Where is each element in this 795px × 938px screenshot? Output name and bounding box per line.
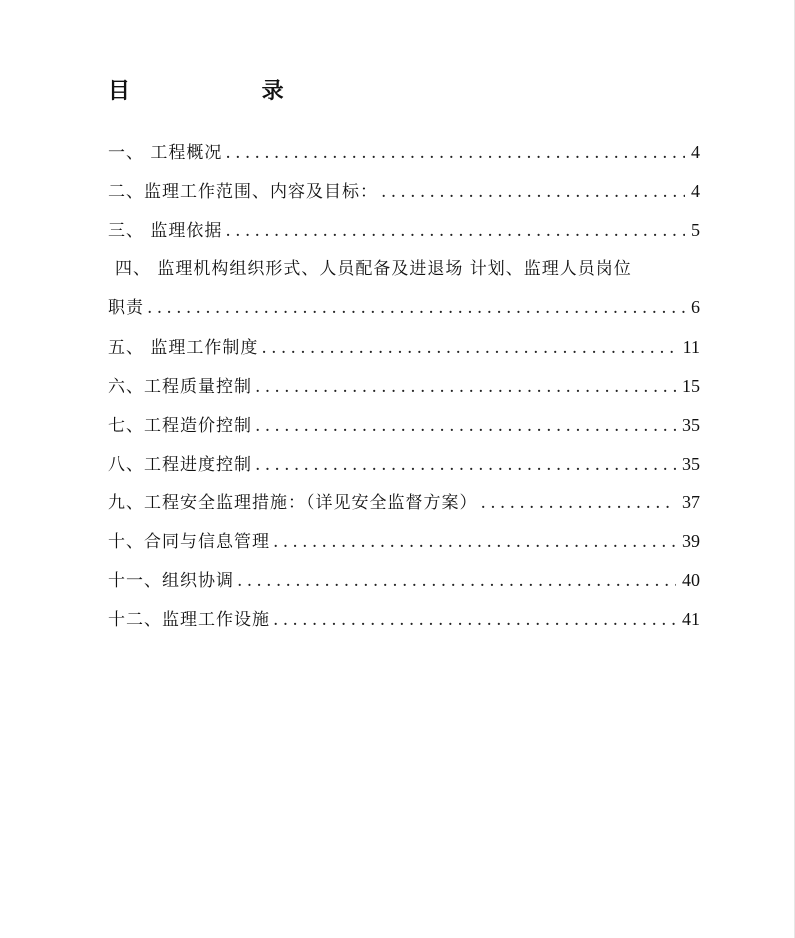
dot-leader	[255, 374, 676, 400]
dot-leader	[261, 335, 676, 361]
toc-entry-label: 八、工程进度控制	[108, 455, 252, 475]
toc-entry-page: 5	[691, 220, 700, 240]
toc-entry-label: 三、 监理依据	[108, 221, 223, 241]
toc-entry-label: 二、监理工作范围、内容及目标：	[108, 182, 378, 202]
toc-entry-label: 九、工程安全监理措施：（详见安全监督方案）	[108, 493, 478, 513]
toc-entry-page: 11	[682, 337, 700, 357]
dot-leader	[237, 568, 676, 594]
dot-leader	[225, 140, 685, 166]
toc-entry-page: 4	[691, 142, 700, 162]
dot-leader	[255, 413, 676, 439]
toc-entry[interactable]	[108, 567, 700, 593]
dot-leader	[381, 179, 685, 205]
toc-entry-label: 十一、组织协调	[108, 571, 234, 591]
toc-entry-page: 37	[682, 492, 700, 512]
toc-entry[interactable]	[108, 139, 700, 165]
toc-entry-label: 一、 工程概况	[108, 143, 223, 163]
toc-entry[interactable]	[108, 217, 700, 243]
toc-entry-label: 六、工程质量控制	[108, 377, 252, 397]
toc-entry-page: 15	[682, 376, 700, 396]
toc-entry[interactable]	[108, 451, 700, 477]
toc-title: 目 录	[108, 78, 346, 104]
toc-entry-label: 十二、监理工作设施	[108, 610, 270, 630]
dot-leader	[481, 490, 677, 516]
toc-entry-page: 41	[682, 609, 700, 629]
toc-entry-label: 十、合同与信息管理	[108, 532, 270, 552]
toc-entry-label-wrapped[interactable]: 四、 监理机构组织形式、人员配备及进退场 计划、监理人员岗位	[115, 259, 632, 279]
toc-entry[interactable]	[108, 294, 700, 320]
toc-entry[interactable]	[108, 528, 700, 554]
toc-entry[interactable]	[108, 412, 700, 438]
toc-entry[interactable]	[108, 606, 700, 632]
toc-entry-page: 35	[682, 415, 700, 435]
dot-leader	[273, 607, 676, 633]
dot-leader	[147, 295, 685, 321]
dot-leader	[273, 529, 676, 555]
dot-leader	[255, 452, 676, 478]
toc-entry[interactable]	[108, 334, 700, 360]
toc-entry-label: 七、工程造价控制	[108, 416, 252, 436]
toc-entry-page: 39	[682, 531, 700, 551]
toc-entry[interactable]	[108, 373, 700, 399]
toc-entry[interactable]	[108, 489, 700, 515]
toc-entry-page: 40	[682, 570, 700, 590]
toc-entry-page: 4	[691, 181, 700, 201]
toc-entry-page: 6	[691, 297, 700, 317]
toc-entry-label: 五、 监理工作制度	[108, 338, 259, 358]
toc-entry[interactable]	[108, 178, 700, 204]
dot-leader	[225, 218, 685, 244]
toc-entry-page: 35	[682, 454, 700, 474]
toc-entry-label: 职责	[108, 298, 144, 318]
